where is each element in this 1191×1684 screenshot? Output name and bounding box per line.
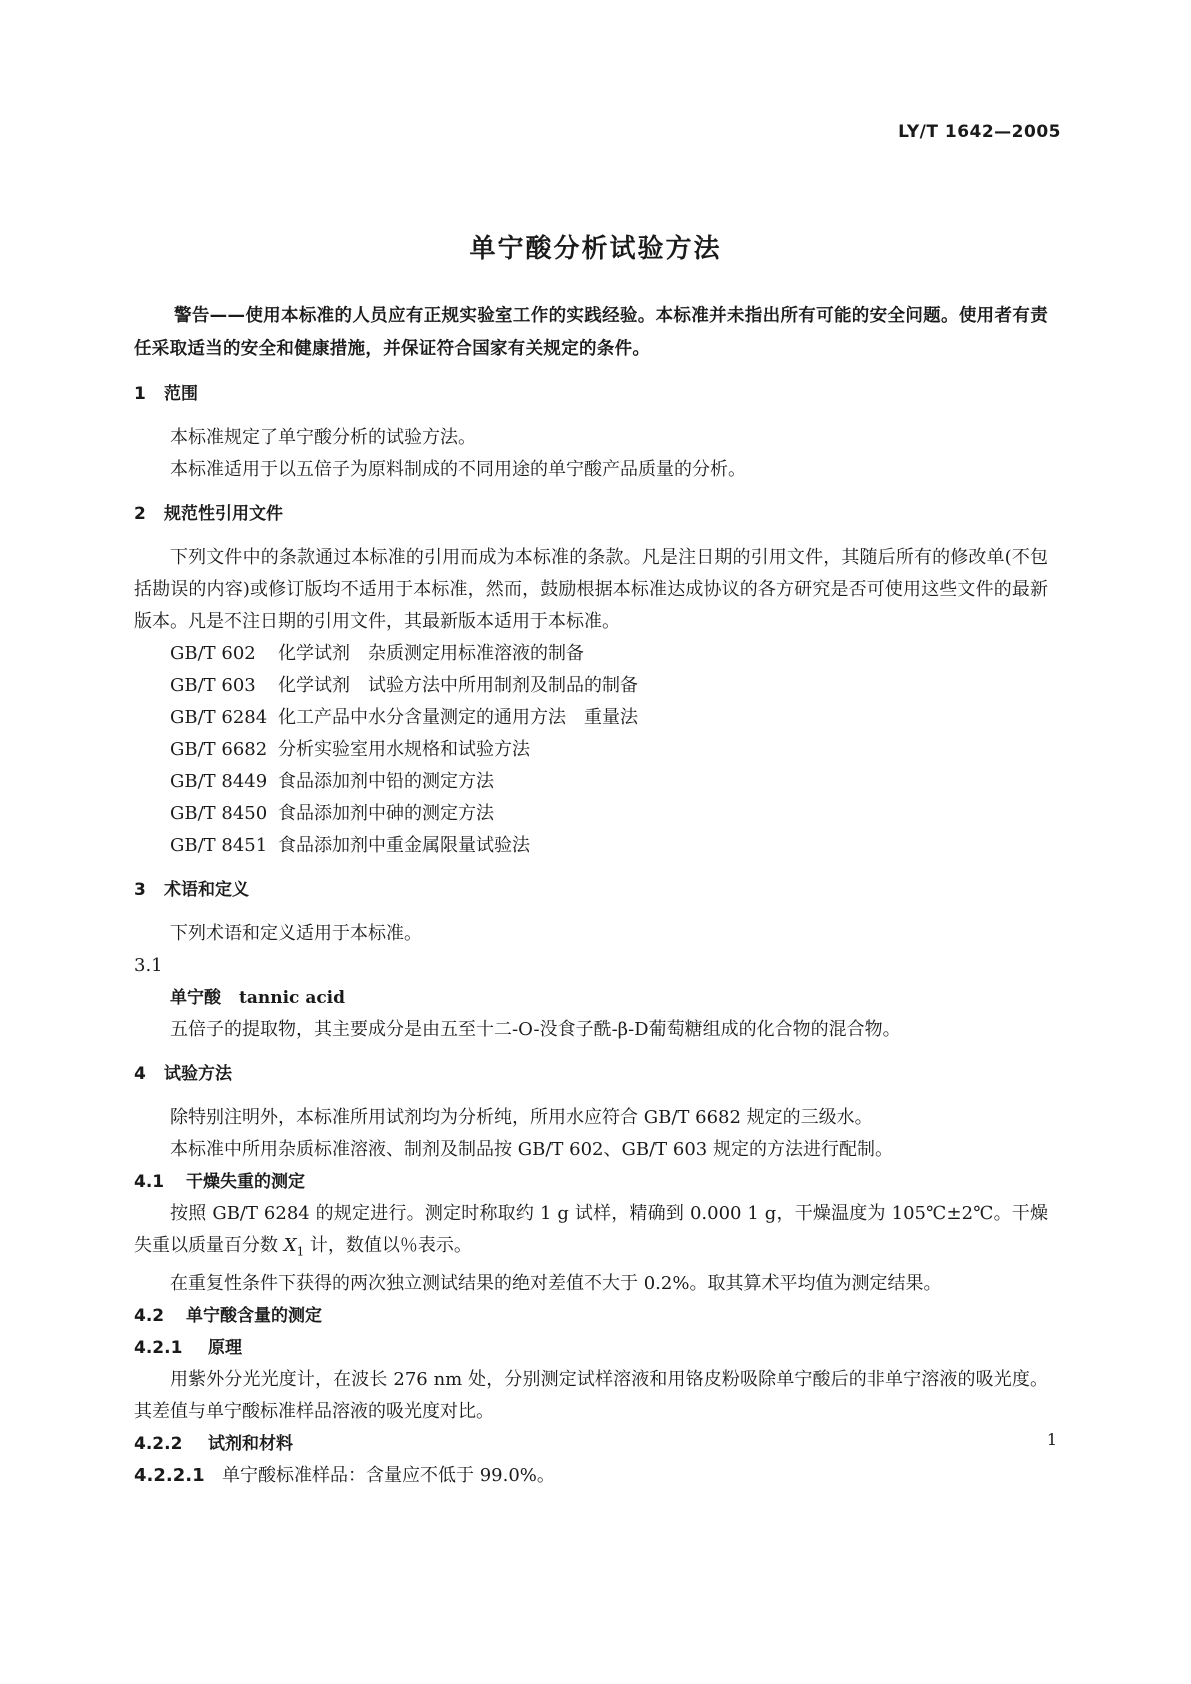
section-number: 2 bbox=[134, 504, 146, 524]
section-number: 4.2.2 bbox=[134, 1433, 183, 1454]
section-number: 4.2.1 bbox=[134, 1337, 183, 1358]
reference-code: GB/T 602 bbox=[170, 643, 256, 664]
section-1-heading bbox=[134, 378, 1048, 410]
paragraph: 本标准规定了单宁酸分析的试验方法。 bbox=[170, 427, 476, 448]
section-number: 4.1 bbox=[134, 1172, 165, 1192]
section-number: 4.2 bbox=[134, 1305, 165, 1326]
standard-code: LY/T 1642—2005 bbox=[898, 122, 1061, 142]
reference-item bbox=[134, 798, 1048, 830]
section-4-2-2-1 bbox=[134, 1460, 1048, 1492]
variable: X bbox=[283, 1235, 297, 1256]
section-title: 术语和定义 bbox=[164, 880, 249, 900]
reference-name: 食品添加剂中砷的测定方法 bbox=[278, 803, 494, 824]
paragraph: 在重复性条件下获得的两次独立测试结果的绝对差值不大于 0.2%。取其算术平均值为测定结果。 bbox=[170, 1272, 942, 1294]
section-4-2-2-heading bbox=[134, 1428, 1048, 1460]
reference-item bbox=[134, 702, 1048, 734]
warning-paragraph: 警告——使用本标准的人员应有正规实验室工作的实践经验。本标准并未指出所有可能的安全问题。使用者有责任采取适当的安全和健康措施，并保证符合国家有关规定的条件。 bbox=[134, 306, 1048, 359]
reference-name: 食品添加剂中重金属限量试验法 bbox=[278, 835, 530, 856]
reference-name: 分析实验室用水规格和试验方法 bbox=[278, 739, 530, 760]
reference-code: GB/T 8449 bbox=[170, 771, 268, 792]
term-chinese: 单宁酸 bbox=[170, 988, 221, 1008]
reference-item bbox=[134, 734, 1048, 766]
section-title: 试验方法 bbox=[164, 1064, 232, 1084]
reference-item bbox=[134, 670, 1048, 702]
section-4-2-1-heading bbox=[134, 1332, 1048, 1364]
subsection-number: 3.1 bbox=[134, 955, 163, 976]
reference-code: GB/T 8451 bbox=[170, 835, 268, 856]
section-2-heading bbox=[134, 498, 1048, 530]
section-number: 4 bbox=[134, 1064, 146, 1084]
reference-name: 化工产品中水分含量测定的通用方法 重量法 bbox=[278, 707, 638, 728]
section-title: 规范性引用文件 bbox=[164, 504, 283, 524]
reference-name: 化学试剂 杂质测定用标准溶液的制备 bbox=[278, 643, 584, 664]
variable-subscript: 1 bbox=[296, 1244, 305, 1259]
section-4-1-heading bbox=[134, 1166, 1048, 1198]
reference-code: GB/T 8450 bbox=[170, 803, 268, 824]
term-english: tannic acid bbox=[239, 988, 346, 1008]
section-number: 1 bbox=[134, 384, 146, 404]
clause-text: 单宁酸标准样品：含量应不低于 99.0%。 bbox=[222, 1464, 555, 1486]
reference-name: 化学试剂 试验方法中所用制剂及制品的制备 bbox=[278, 675, 638, 696]
paragraph bbox=[134, 1198, 1048, 1268]
section-3-heading bbox=[134, 874, 1048, 906]
reference-code: GB/T 603 bbox=[170, 675, 256, 696]
section-number: 3 bbox=[134, 880, 146, 900]
section-title: 干燥失重的测定 bbox=[186, 1172, 305, 1192]
reference-item bbox=[134, 830, 1048, 862]
paragraph: 下列术语和定义适用于本标准。 bbox=[170, 923, 422, 944]
reference-item bbox=[134, 766, 1048, 798]
section-title: 试剂和材料 bbox=[208, 1433, 293, 1454]
section-title: 单宁酸含量的测定 bbox=[186, 1305, 322, 1326]
section-4-heading bbox=[134, 1058, 1048, 1090]
reference-code: GB/T 6682 bbox=[170, 739, 268, 760]
paragraph: 下列文件中的条款通过本标准的引用而成为本标准的条款。凡是注日期的引用文件，其随后所有的修改单(不包括勘误的内容)或修订版均不适用于本标准，然而，鼓励根据本标准达成协议的各方研究是否可使用这些文件的最新版本。凡是不注日期的引用文件，其最新版本适用于本标准。 bbox=[134, 547, 1048, 632]
reference-code: GB/T 6284 bbox=[170, 707, 268, 728]
term-definition: 五倍子的提取物，其主要成分是由五至十二-O-没食子酰-β-D葡萄糖组成的化合物的混合物。 bbox=[170, 1019, 901, 1040]
term-entry bbox=[134, 982, 1048, 1014]
reference-item bbox=[134, 638, 1048, 670]
reference-name: 食品添加剂中铅的测定方法 bbox=[278, 771, 494, 792]
section-4-2-heading bbox=[134, 1300, 1048, 1332]
section-number: 4.2.2.1 bbox=[134, 1464, 205, 1486]
text-run: 计，数值以％表示。 bbox=[304, 1235, 472, 1256]
section-title: 原理 bbox=[208, 1337, 242, 1358]
document-body bbox=[134, 300, 1048, 1492]
paragraph: 本标准适用于以五倍子为原料制成的不同用途的单宁酸产品质量的分析。 bbox=[170, 459, 746, 480]
text-run: 按照 GB/T 6284 的规定进行。测定时称取约 1 g 试样，精确到 0.000 1 g，干燥温度为 105℃±2℃。干燥失重以质量百分数 bbox=[134, 1203, 1048, 1256]
section-title: 范围 bbox=[164, 384, 198, 404]
paragraph: 用紫外分光光度计，在波长 276 nm 处，分别测定试样溶液和用铬皮粉吸除单宁酸后的非单宁溶液的吸光度。其差值与单宁酸标准样品溶液的吸光度对比。 bbox=[134, 1368, 1048, 1422]
paragraph: 本标准中所用杂质标准溶液、制剂及制品按 GB/T 602、GB/T 603 规定的方法进行配制。 bbox=[170, 1139, 893, 1160]
document-title: 单宁酸分析试验方法 bbox=[469, 234, 722, 264]
page-number: 1 bbox=[1046, 1430, 1057, 1449]
paragraph: 除特别注明外，本标准所用试剂均为分析纯，所用水应符合 GB/T 6682 规定的三级水。 bbox=[170, 1107, 873, 1128]
